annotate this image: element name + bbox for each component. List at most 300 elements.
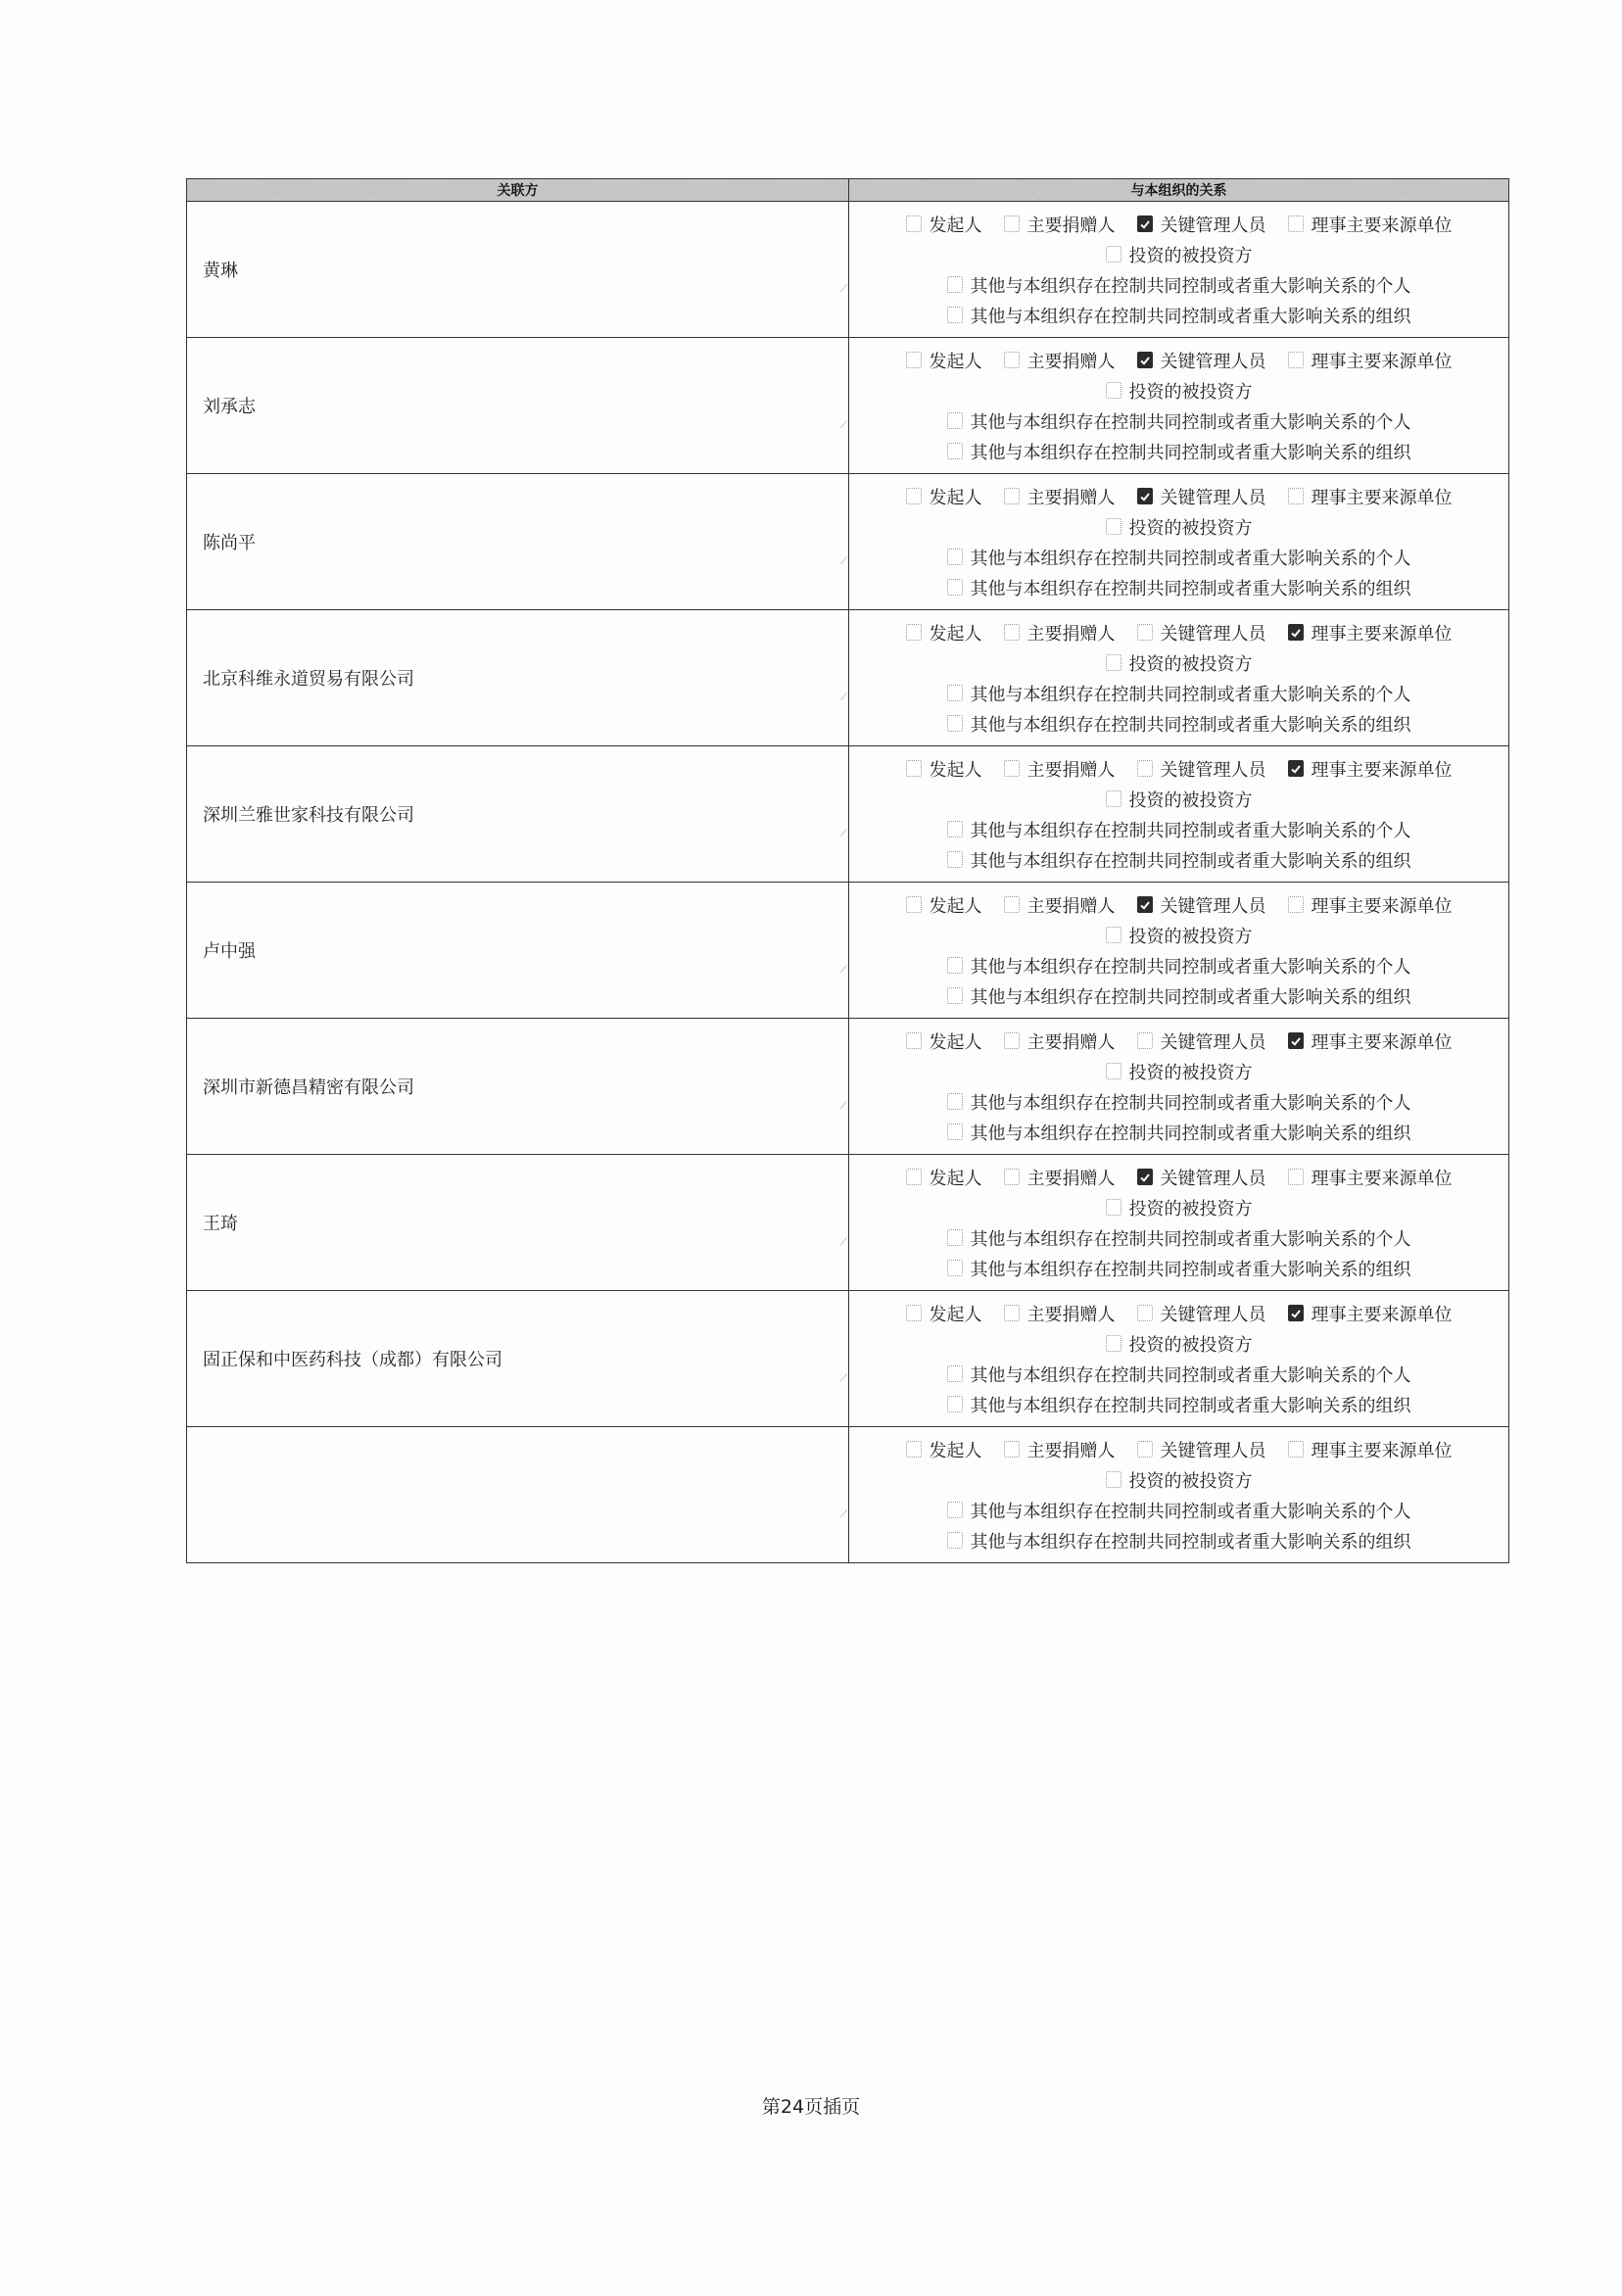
checkbox-option-key-management[interactable]	[1137, 484, 1266, 509]
option-label: 发起人	[929, 623, 982, 645]
checkbox-unchecked-icon[interactable]	[1137, 1032, 1153, 1049]
option-line-2	[1106, 514, 1253, 540]
checkbox-unchecked-icon[interactable]	[947, 851, 963, 868]
option-label: 关键管理人员	[1160, 623, 1266, 645]
checkbox-unchecked-icon[interactable]	[947, 1502, 963, 1518]
option-label: 其他与本组织存在控制共同控制或者重大影响关系的组织	[970, 850, 1411, 872]
table-row	[187, 1019, 1509, 1155]
checkbox-checked-icon[interactable]	[1137, 1169, 1153, 1185]
option-label: 其他与本组织存在控制共同控制或者重大影响关系的个人	[970, 1501, 1411, 1522]
checkmark-icon	[1139, 218, 1151, 230]
option-line-2	[1106, 650, 1253, 676]
option-label: 投资的被投资方	[1128, 653, 1253, 675]
option-line-4	[947, 711, 1411, 737]
resize-grip-icon[interactable]	[833, 1101, 848, 1109]
party-cell[interactable]	[187, 610, 849, 746]
checkbox-option-investee[interactable]	[1106, 1195, 1253, 1220]
checkbox-checked-icon[interactable]	[1288, 624, 1304, 641]
checkbox-unchecked-icon[interactable]	[947, 1260, 963, 1276]
checkbox-option-investee[interactable]	[1106, 1331, 1253, 1357]
checkbox-unchecked-icon[interactable]	[1137, 760, 1153, 777]
checkbox-option-key-management[interactable]	[1137, 1028, 1266, 1054]
checkbox-unchecked-icon[interactable]	[947, 957, 963, 974]
party-name: 陈尚平	[203, 533, 256, 553]
table-row	[187, 202, 1509, 338]
resize-grip-icon[interactable]	[833, 1509, 848, 1517]
option-label: 其他与本组织存在控制共同控制或者重大影响关系的个人	[970, 548, 1411, 569]
checkbox-unchecked-icon[interactable]	[947, 1532, 963, 1549]
checkbox-option-other-individual[interactable]	[947, 1089, 1411, 1115]
resize-grip-icon[interactable]	[833, 829, 848, 837]
checkmark-icon	[1139, 1172, 1151, 1183]
checkbox-option-board-source-unit[interactable]	[1288, 212, 1453, 237]
related-parties-table	[186, 178, 1509, 1563]
option-label: 其他与本组织存在控制共同控制或者重大影响关系的个人	[970, 1228, 1411, 1250]
checkbox-option-board-source-unit[interactable]	[1288, 892, 1453, 918]
checkbox-option-key-management[interactable]	[1137, 348, 1266, 373]
checkbox-checked-icon[interactable]	[1137, 896, 1153, 913]
checkbox-unchecked-icon[interactable]	[947, 987, 963, 1004]
checkbox-unchecked-icon[interactable]	[1106, 790, 1121, 807]
checkbox-option-major-donor[interactable]	[1004, 484, 1116, 509]
table-row	[187, 883, 1509, 1019]
checkbox-unchecked-icon[interactable]	[947, 1124, 963, 1140]
relationship-options	[849, 616, 1508, 741]
checkbox-option-board-source-unit[interactable]	[1288, 1165, 1453, 1190]
checkmark-icon	[1290, 763, 1302, 775]
checkbox-option-founder[interactable]	[906, 756, 982, 782]
checkbox-option-investee[interactable]	[1106, 923, 1253, 948]
checkbox-checked-icon[interactable]	[1288, 760, 1304, 777]
option-line-3	[947, 408, 1411, 434]
party-cell[interactable]	[187, 883, 849, 1019]
checkbox-option-board-source-unit[interactable]	[1288, 348, 1453, 373]
checkbox-option-other-organization[interactable]	[947, 1120, 1411, 1145]
checkbox-checked-icon[interactable]	[1137, 488, 1153, 504]
resize-grip-icon[interactable]	[833, 284, 848, 292]
option-line-1	[906, 892, 1453, 918]
checkbox-checked-icon[interactable]	[1137, 215, 1153, 232]
checkbox-option-other-individual[interactable]	[947, 1498, 1411, 1523]
option-line-1	[906, 484, 1453, 509]
option-label: 主要捐赠人	[1026, 215, 1116, 236]
option-label: 关键管理人员	[1160, 1031, 1266, 1053]
checkbox-option-other-organization[interactable]	[947, 1392, 1411, 1417]
checkbox-unchecked-icon[interactable]	[1106, 1335, 1121, 1352]
option-line-2	[1106, 923, 1253, 948]
relationship-cell	[849, 202, 1509, 338]
checkbox-unchecked-icon[interactable]	[947, 821, 963, 837]
relationship-cell	[849, 1291, 1509, 1427]
option-label: 其他与本组织存在控制共同控制或者重大影响关系的组织	[970, 986, 1411, 1008]
table-row	[187, 1427, 1509, 1563]
option-label: 关键管理人员	[1160, 1168, 1266, 1189]
checkbox-option-founder[interactable]	[906, 1165, 982, 1190]
table-header-row	[187, 179, 1509, 202]
table-row	[187, 1155, 1509, 1291]
checkbox-option-investee[interactable]	[1106, 514, 1253, 540]
checkbox-option-other-organization[interactable]	[947, 711, 1411, 737]
checkmark-icon	[1290, 1308, 1302, 1319]
checkbox-unchecked-icon[interactable]	[947, 276, 963, 293]
resize-grip-icon[interactable]	[833, 1373, 848, 1381]
option-label: 其他与本组织存在控制共同控制或者重大影响关系的个人	[970, 820, 1411, 841]
checkbox-option-investee[interactable]	[1106, 1467, 1253, 1493]
option-line-4	[947, 1120, 1411, 1145]
option-label: 理事主要来源单位	[1311, 1031, 1453, 1053]
checkbox-unchecked-icon[interactable]	[906, 1032, 922, 1049]
option-label: 关键管理人员	[1160, 1440, 1266, 1461]
option-line-2	[1106, 1331, 1253, 1357]
resize-grip-icon[interactable]	[833, 420, 848, 428]
table-row	[187, 746, 1509, 883]
option-label: 其他与本组织存在控制共同控制或者重大影响关系的个人	[970, 411, 1411, 433]
option-label: 其他与本组织存在控制共同控制或者重大影响关系的组织	[970, 442, 1411, 463]
relationship-cell	[849, 474, 1509, 610]
option-line-2	[1106, 1059, 1253, 1084]
option-label: 其他与本组织存在控制共同控制或者重大影响关系的组织	[970, 578, 1411, 599]
party-name: 黄琳	[203, 261, 238, 281]
checkbox-checked-icon[interactable]	[1288, 1032, 1304, 1049]
checkbox-option-investee[interactable]	[1106, 378, 1253, 404]
resize-grip-icon[interactable]	[833, 1237, 848, 1245]
checkbox-unchecked-icon[interactable]	[947, 1093, 963, 1110]
party-cell[interactable]	[187, 474, 849, 610]
option-label: 主要捐赠人	[1026, 895, 1116, 917]
option-label: 理事主要来源单位	[1311, 623, 1453, 645]
option-label: 发起人	[929, 1168, 982, 1189]
option-label: 发起人	[929, 1304, 982, 1325]
checkbox-unchecked-icon[interactable]	[1288, 1169, 1304, 1185]
party-cell[interactable]	[187, 338, 849, 474]
option-label: 关键管理人员	[1160, 487, 1266, 508]
option-label: 投资的被投资方	[1128, 517, 1253, 539]
option-label: 投资的被投资方	[1128, 381, 1253, 403]
party-name	[187, 1485, 203, 1506]
checkmark-icon	[1139, 491, 1151, 502]
checkbox-option-other-individual[interactable]	[947, 681, 1411, 706]
table-row	[187, 1291, 1509, 1427]
checkbox-unchecked-icon[interactable]	[1137, 624, 1153, 641]
checkmark-icon	[1290, 1035, 1302, 1047]
option-label: 主要捐赠人	[1026, 487, 1116, 508]
checkbox-option-major-donor[interactable]	[1004, 1028, 1116, 1054]
checkbox-unchecked-icon[interactable]	[1004, 760, 1020, 777]
option-label: 关键管理人员	[1160, 351, 1266, 372]
party-cell[interactable]	[187, 1291, 849, 1427]
relationship-cell	[849, 1155, 1509, 1291]
checkbox-unchecked-icon[interactable]	[906, 760, 922, 777]
option-label: 理事主要来源单位	[1311, 759, 1453, 781]
checkbox-option-other-organization[interactable]	[947, 1256, 1411, 1281]
option-label: 其他与本组织存在控制共同控制或者重大影响关系的组织	[970, 714, 1411, 736]
page-footer: 第24页插页	[761, 2096, 861, 2118]
party-cell[interactable]	[187, 1427, 849, 1563]
option-label: 理事主要来源单位	[1311, 1168, 1453, 1189]
checkbox-unchecked-icon[interactable]	[906, 488, 922, 504]
checkbox-option-key-management[interactable]	[1137, 1301, 1266, 1326]
option-line-1	[906, 756, 1453, 782]
checkbox-option-investee[interactable]	[1106, 650, 1253, 676]
checkbox-unchecked-icon[interactable]	[1004, 1032, 1020, 1049]
option-label: 发起人	[929, 895, 982, 917]
checkbox-option-other-individual[interactable]	[947, 1362, 1411, 1387]
checkbox-unchecked-icon[interactable]	[1004, 1305, 1020, 1321]
party-cell[interactable]	[187, 202, 849, 338]
relationship-options	[849, 1433, 1508, 1557]
checkbox-option-major-donor[interactable]	[1004, 1437, 1116, 1462]
option-line-1	[906, 1028, 1453, 1054]
checkbox-option-founder[interactable]	[906, 1028, 982, 1054]
checkbox-unchecked-icon[interactable]	[1106, 654, 1121, 671]
option-label: 其他与本组织存在控制共同控制或者重大影响关系的组织	[970, 1123, 1411, 1144]
relationship-options	[849, 208, 1508, 332]
option-line-4	[947, 439, 1411, 464]
option-line-3	[947, 1498, 1411, 1523]
checkbox-option-founder[interactable]	[906, 1301, 982, 1326]
checkbox-unchecked-icon[interactable]	[947, 443, 963, 459]
checkbox-option-other-individual[interactable]	[947, 953, 1411, 979]
checkbox-unchecked-icon[interactable]	[947, 685, 963, 701]
option-label: 理事主要来源单位	[1311, 487, 1453, 508]
checkbox-option-major-donor[interactable]	[1004, 892, 1116, 918]
checkbox-option-major-donor[interactable]	[1004, 348, 1116, 373]
checkbox-option-founder[interactable]	[906, 620, 982, 646]
table-row	[187, 474, 1509, 610]
option-line-2	[1106, 787, 1253, 812]
checkbox-unchecked-icon[interactable]	[1288, 352, 1304, 368]
resize-grip-icon[interactable]	[833, 965, 848, 973]
checkbox-unchecked-icon[interactable]	[1106, 246, 1121, 263]
checkbox-option-key-management[interactable]	[1137, 212, 1266, 237]
option-label: 投资的被投资方	[1128, 1470, 1253, 1492]
checkbox-unchecked-icon[interactable]	[1004, 896, 1020, 913]
checkbox-option-other-individual[interactable]	[947, 817, 1411, 842]
checkbox-option-board-source-unit[interactable]	[1288, 484, 1453, 509]
option-line-1	[906, 1165, 1453, 1190]
checkbox-option-other-organization[interactable]	[947, 1528, 1411, 1554]
checkbox-unchecked-icon[interactable]	[906, 624, 922, 641]
checkbox-option-major-donor[interactable]	[1004, 1165, 1116, 1190]
checkbox-option-other-individual[interactable]	[947, 272, 1411, 298]
option-label: 发起人	[929, 1440, 982, 1461]
option-line-3	[947, 272, 1411, 298]
resize-grip-icon[interactable]	[833, 693, 848, 700]
checkbox-unchecked-icon[interactable]	[906, 215, 922, 232]
checkbox-unchecked-icon[interactable]	[906, 1305, 922, 1321]
resize-grip-icon[interactable]	[833, 556, 848, 564]
checkbox-option-other-individual[interactable]	[947, 545, 1411, 570]
relationship-cell	[849, 338, 1509, 474]
checkbox-option-board-source-unit[interactable]	[1288, 1437, 1453, 1462]
checkbox-unchecked-icon[interactable]	[1288, 488, 1304, 504]
checkbox-unchecked-icon[interactable]	[906, 1441, 922, 1458]
checkbox-option-other-organization[interactable]	[947, 439, 1411, 464]
option-label: 主要捐赠人	[1026, 1031, 1116, 1053]
option-label: 发起人	[929, 351, 982, 372]
option-label: 主要捐赠人	[1026, 1440, 1116, 1461]
header-relationship: 与本组织的关系	[849, 179, 1509, 202]
checkbox-option-other-organization[interactable]	[947, 847, 1411, 873]
checkbox-unchecked-icon[interactable]	[906, 1169, 922, 1185]
checkmark-icon	[1290, 627, 1302, 639]
option-line-4	[947, 847, 1411, 873]
party-name: 王琦	[203, 1214, 238, 1234]
option-line-1	[906, 212, 1453, 237]
party-name: 刘承志	[203, 397, 256, 417]
option-label: 发起人	[929, 1031, 982, 1053]
option-line-2	[1106, 378, 1253, 404]
checkbox-checked-icon[interactable]	[1288, 1305, 1304, 1321]
option-line-4	[947, 1392, 1411, 1417]
option-label: 关键管理人员	[1160, 895, 1266, 917]
checkbox-option-investee[interactable]	[1106, 787, 1253, 812]
checkbox-option-key-management[interactable]	[1137, 756, 1266, 782]
option-label: 其他与本组织存在控制共同控制或者重大影响关系的个人	[970, 684, 1411, 705]
option-line-3	[947, 545, 1411, 570]
checkbox-option-board-source-unit[interactable]	[1288, 1028, 1453, 1054]
checkbox-unchecked-icon[interactable]	[1004, 352, 1020, 368]
relationship-options	[849, 752, 1508, 877]
checkbox-option-key-management[interactable]	[1137, 1437, 1266, 1462]
option-label: 发起人	[929, 215, 982, 236]
option-label: 主要捐赠人	[1026, 759, 1116, 781]
checkbox-option-board-source-unit[interactable]	[1288, 756, 1453, 782]
option-line-3	[947, 817, 1411, 842]
table-row	[187, 610, 1509, 746]
option-label: 其他与本组织存在控制共同控制或者重大影响关系的个人	[970, 1364, 1411, 1386]
party-cell[interactable]	[187, 1019, 849, 1155]
checkbox-option-other-organization[interactable]	[947, 983, 1411, 1009]
option-label: 投资的被投资方	[1128, 245, 1253, 266]
checkbox-option-major-donor[interactable]	[1004, 756, 1116, 782]
party-cell[interactable]	[187, 746, 849, 883]
party-name: 深圳兰雅世家科技有限公司	[203, 805, 414, 826]
checkbox-unchecked-icon[interactable]	[1288, 896, 1304, 913]
checkbox-option-key-management[interactable]	[1137, 892, 1266, 918]
checkbox-option-other-individual[interactable]	[947, 408, 1411, 434]
checkbox-option-major-donor[interactable]	[1004, 620, 1116, 646]
party-name: 固正保和中医药科技（成都）有限公司	[203, 1350, 502, 1370]
relationship-cell	[849, 610, 1509, 746]
checkbox-unchecked-icon[interactable]	[947, 412, 963, 429]
checkbox-unchecked-icon[interactable]	[1004, 624, 1020, 641]
checkmark-icon	[1139, 899, 1151, 911]
checkbox-option-other-organization[interactable]	[947, 303, 1411, 328]
option-line-3	[947, 1225, 1411, 1251]
option-label: 主要捐赠人	[1026, 351, 1116, 372]
checkbox-option-major-donor[interactable]	[1004, 212, 1116, 237]
relationship-cell	[849, 1019, 1509, 1155]
option-line-3	[947, 1362, 1411, 1387]
option-label: 投资的被投资方	[1128, 1334, 1253, 1356]
checkbox-option-board-source-unit[interactable]	[1288, 1301, 1453, 1326]
checkbox-unchecked-icon[interactable]	[1004, 215, 1020, 232]
option-label: 其他与本组织存在控制共同控制或者重大影响关系的组织	[970, 1531, 1411, 1553]
option-label: 其他与本组织存在控制共同控制或者重大影响关系的组织	[970, 306, 1411, 327]
option-label: 理事主要来源单位	[1311, 1304, 1453, 1325]
checkbox-option-other-individual[interactable]	[947, 1225, 1411, 1251]
checkbox-option-founder[interactable]	[906, 892, 982, 918]
option-label: 关键管理人员	[1160, 1304, 1266, 1325]
checkbox-unchecked-icon[interactable]	[906, 352, 922, 368]
relationship-options	[849, 480, 1508, 604]
checkbox-checked-icon[interactable]	[1137, 352, 1153, 368]
option-label: 理事主要来源单位	[1311, 351, 1453, 372]
checkbox-unchecked-icon[interactable]	[1004, 1169, 1020, 1185]
checkbox-option-founder[interactable]	[906, 1437, 982, 1462]
checkbox-unchecked-icon[interactable]	[1106, 518, 1121, 535]
relationship-options	[849, 1297, 1508, 1421]
option-line-2	[1106, 1195, 1253, 1220]
option-line-4	[947, 1528, 1411, 1554]
checkbox-unchecked-icon[interactable]	[947, 549, 963, 565]
relationship-options	[849, 344, 1508, 468]
checkbox-option-major-donor[interactable]	[1004, 1301, 1116, 1326]
option-line-3	[947, 1089, 1411, 1115]
party-name: 深圳市新德昌精密有限公司	[203, 1077, 414, 1098]
checkbox-unchecked-icon[interactable]	[1137, 1441, 1153, 1458]
checkbox-unchecked-icon[interactable]	[1137, 1305, 1153, 1321]
table-row	[187, 338, 1509, 474]
checkbox-unchecked-icon[interactable]	[1004, 488, 1020, 504]
checkbox-option-key-management[interactable]	[1137, 1165, 1266, 1190]
option-label: 其他与本组织存在控制共同控制或者重大影响关系的组织	[970, 1259, 1411, 1280]
option-line-1	[906, 620, 1453, 646]
checkbox-unchecked-icon[interactable]	[1288, 215, 1304, 232]
checkbox-unchecked-icon[interactable]	[1106, 1471, 1121, 1488]
party-cell[interactable]	[187, 1155, 849, 1291]
option-line-2	[1106, 1467, 1253, 1493]
checkbox-option-founder[interactable]	[906, 484, 982, 509]
option-line-1	[906, 348, 1453, 373]
option-label: 投资的被投资方	[1128, 789, 1253, 811]
checkbox-option-investee[interactable]	[1106, 1059, 1253, 1084]
checkbox-option-founder[interactable]	[906, 348, 982, 373]
checkbox-unchecked-icon[interactable]	[1106, 1063, 1121, 1079]
checkbox-unchecked-icon[interactable]	[947, 579, 963, 596]
checkbox-unchecked-icon[interactable]	[947, 715, 963, 732]
checkbox-option-founder[interactable]	[906, 212, 982, 237]
option-label: 理事主要来源单位	[1311, 1440, 1453, 1461]
option-label: 其他与本组织存在控制共同控制或者重大影响关系的个人	[970, 1092, 1411, 1114]
checkbox-option-board-source-unit[interactable]	[1288, 620, 1453, 646]
checkbox-unchecked-icon[interactable]	[1106, 927, 1121, 943]
checkbox-unchecked-icon[interactable]	[906, 896, 922, 913]
option-line-3	[947, 953, 1411, 979]
checkbox-unchecked-icon[interactable]	[947, 307, 963, 323]
option-label: 其他与本组织存在控制共同控制或者重大影响关系的个人	[970, 956, 1411, 978]
checkbox-unchecked-icon[interactable]	[1106, 1199, 1121, 1216]
checkbox-unchecked-icon[interactable]	[947, 1229, 963, 1246]
relationship-options	[849, 1025, 1508, 1149]
checkbox-unchecked-icon[interactable]	[1004, 1441, 1020, 1458]
relationship-cell	[849, 1427, 1509, 1563]
checkbox-unchecked-icon[interactable]	[947, 1396, 963, 1412]
checkbox-option-investee[interactable]	[1106, 242, 1253, 267]
option-label: 主要捐赠人	[1026, 1168, 1116, 1189]
checkbox-option-other-organization[interactable]	[947, 575, 1411, 600]
option-line-4	[947, 575, 1411, 600]
checkbox-option-key-management[interactable]	[1137, 620, 1266, 646]
option-label: 投资的被投资方	[1128, 1198, 1253, 1220]
option-line-3	[947, 681, 1411, 706]
checkbox-unchecked-icon[interactable]	[1106, 382, 1121, 399]
option-label: 理事主要来源单位	[1311, 895, 1453, 917]
checkbox-unchecked-icon[interactable]	[1288, 1441, 1304, 1458]
checkbox-unchecked-icon[interactable]	[947, 1365, 963, 1382]
relationship-cell	[849, 746, 1509, 883]
